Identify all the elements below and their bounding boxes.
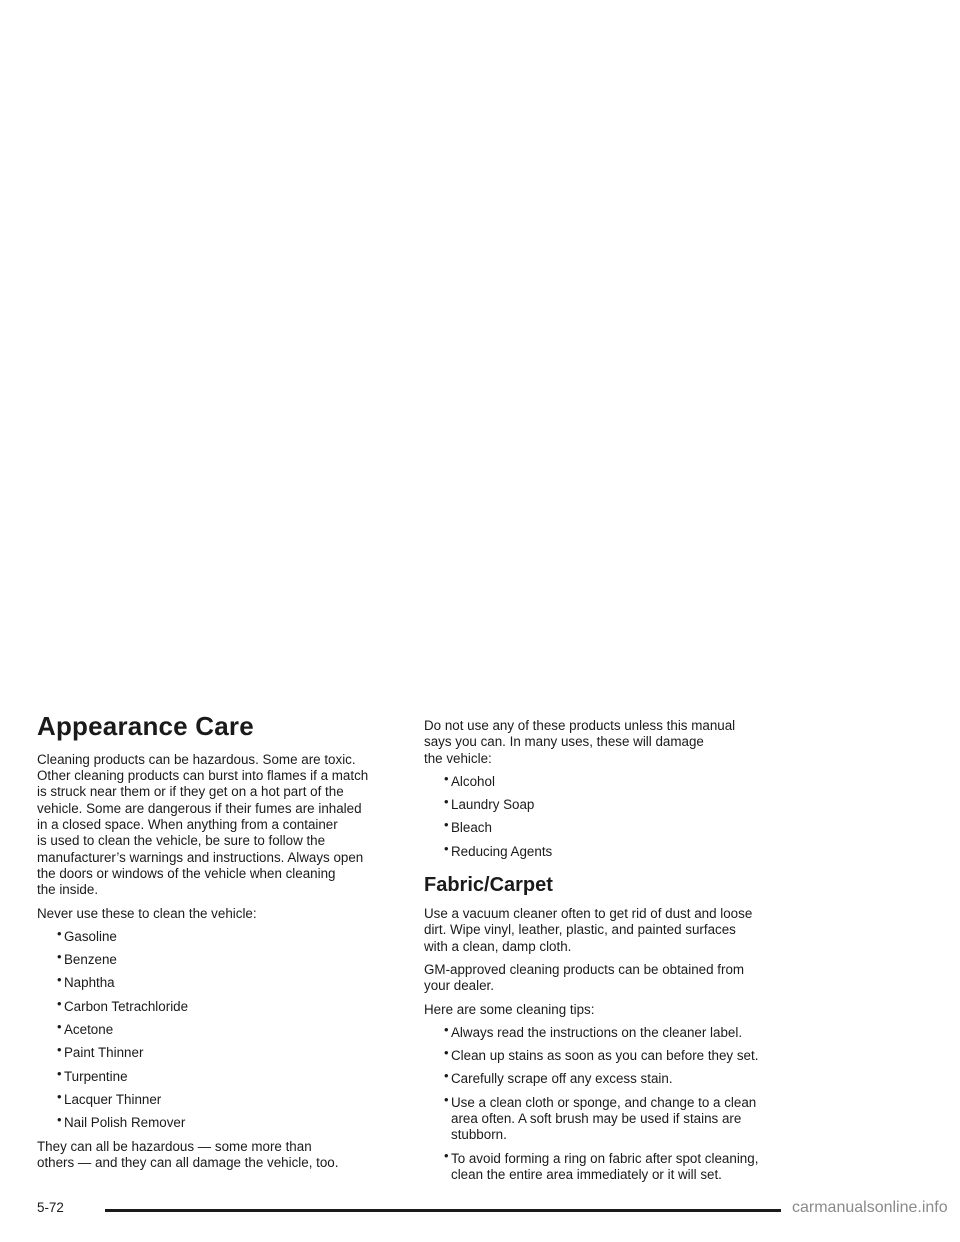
bullet-icon: • bbox=[57, 1088, 62, 1104]
list-item: • Clean up stains as soon as you can before they set. bbox=[444, 1045, 759, 1064]
closing-paragraph: They can all be hazardous — some more than others — and they can all damage the vehicle, too. bbox=[37, 1138, 339, 1170]
bullet-icon: • bbox=[444, 1091, 449, 1107]
list-item: • Turpentine bbox=[57, 1065, 128, 1084]
list-item: • Benzene bbox=[57, 949, 117, 968]
list-item: • Carbon Tetrachloride bbox=[57, 995, 189, 1014]
bullet-icon: • bbox=[57, 1065, 62, 1081]
do-not-use-paragraph: Do not use any of these products unless this manual says you can. In many uses, these will damage the vehicle: bbox=[424, 718, 736, 766]
bullet-icon: • bbox=[57, 1112, 62, 1128]
footer-rule bbox=[105, 1209, 781, 1212]
list-item: • Bleach bbox=[444, 817, 492, 836]
subsection-heading: Fabric/Carpet bbox=[424, 874, 553, 897]
bullet-icon: • bbox=[444, 1147, 449, 1163]
vacuum-paragraph: Use a vacuum cleaner often to get rid of dust and loose dirt. Wipe vinyl, leather, plastic, and painted surfaces with a clean, damp cloth. bbox=[424, 906, 753, 954]
damage-list bbox=[424, 770, 784, 860]
bullet-icon: • bbox=[57, 1042, 62, 1058]
tips-intro: Here are some cleaning tips: bbox=[424, 1001, 595, 1017]
list-item: • Reducing Agents bbox=[444, 840, 553, 859]
tips-list bbox=[424, 1021, 784, 1183]
never-use-intro: Never use these to clean the vehicle: bbox=[37, 905, 257, 921]
right-column bbox=[424, 718, 784, 1190]
bullet-icon: • bbox=[444, 817, 449, 833]
list-item: • Laundry Soap bbox=[444, 794, 535, 813]
list-item: • Alcohol bbox=[444, 770, 495, 789]
hazard-list bbox=[37, 925, 397, 1132]
list-item: • To avoid forming a ring on fabric after spot cleaning, clean the entire area immediately or it will set. bbox=[444, 1147, 759, 1182]
bullet-icon: • bbox=[444, 1068, 449, 1084]
list-item: • Paint Thinner bbox=[57, 1042, 144, 1061]
list-item: • Gasoline bbox=[57, 925, 117, 944]
dealer-paragraph: GM-approved cleaning products can be obtained from your dealer. bbox=[424, 961, 745, 994]
list-item: • Use a clean cloth or sponge, and change to a clean area often. A soft brush may be used if stains are stubborn. bbox=[444, 1091, 757, 1143]
bullet-icon: • bbox=[444, 794, 449, 810]
list-item: • Acetone bbox=[57, 1019, 114, 1038]
bullet-icon: • bbox=[57, 1019, 62, 1035]
list-item: • Lacquer Thinner bbox=[57, 1088, 162, 1107]
list-item: • Carefully scrape off any excess stain. bbox=[444, 1068, 673, 1087]
bullet-icon: • bbox=[444, 1021, 449, 1037]
section-heading: Appearance Care bbox=[37, 711, 254, 741]
intro-paragraph: Cleaning products can be hazardous. Some are toxic. Other cleaning products can burst into flames if a match is struck near them or if they get on a hot part of the vehicle. Some are dangerous if their fumes are inhaled in a closed space. When anything from a container is used to clean the vehicle, be sure to follow the manufacturer’s warnings and instructions. Always open the doors or windows of the vehicle when cleaning the inside. bbox=[37, 751, 369, 898]
list-item: • Always read the instructions on the cleaner label. bbox=[444, 1021, 743, 1040]
page-number: 5-72 bbox=[37, 1200, 64, 1215]
bullet-icon: • bbox=[444, 1045, 449, 1061]
bullet-icon: • bbox=[57, 972, 62, 988]
bullet-icon: • bbox=[444, 840, 449, 856]
watermark: carmanualsonline.info bbox=[792, 1199, 948, 1216]
bullet-icon: • bbox=[57, 925, 62, 941]
list-item: • Nail Polish Remover bbox=[57, 1112, 186, 1131]
left-column bbox=[37, 712, 397, 1178]
bullet-icon: • bbox=[57, 995, 62, 1011]
bullet-icon: • bbox=[444, 770, 449, 786]
list-item: • Naphtha bbox=[57, 972, 115, 991]
bullet-icon: • bbox=[57, 949, 62, 965]
